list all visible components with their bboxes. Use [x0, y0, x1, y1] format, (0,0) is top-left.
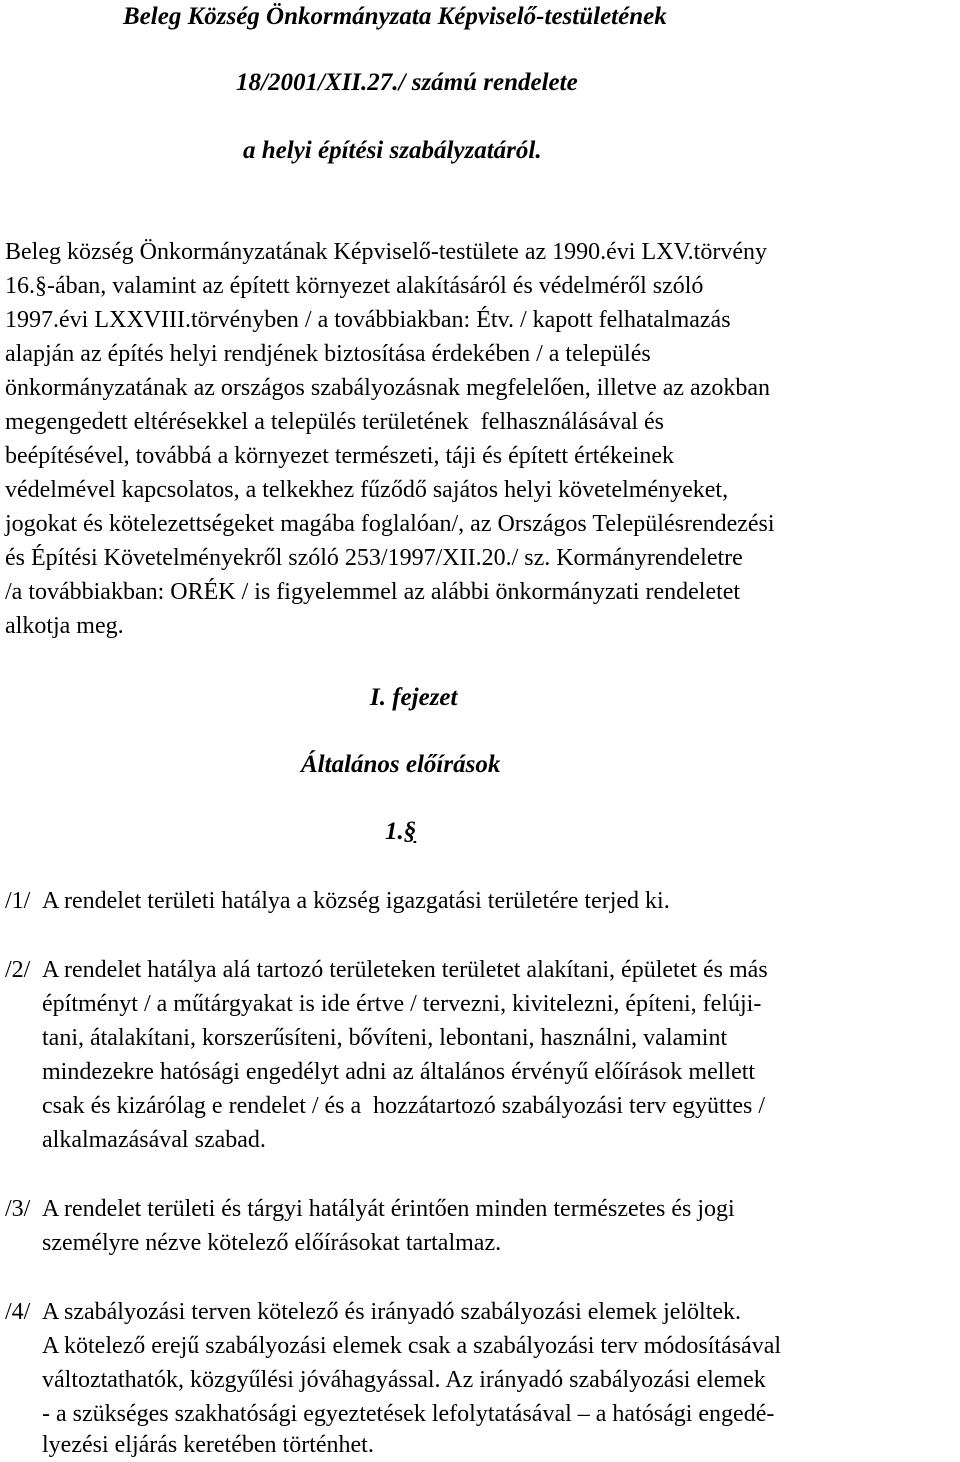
- preamble-line: és Építési Követelményekről szóló 253/1997/XII.20./ sz. Kormányrendeletre: [5, 545, 743, 571]
- chapter-title: Általános előírások: [301, 751, 501, 778]
- paragraph-line: - a szükséges szakhatósági egyeztetések lefolytatásával – a hatósági engedé-: [42, 1401, 775, 1427]
- preamble-line: alkotja meg.: [5, 613, 124, 639]
- paragraph-line: változtathatók, közgyűlési jóváhagyással. Az irányadó szabályozási elemek: [42, 1367, 766, 1393]
- preamble-line: Beleg község Önkormányzatának Képviselő-testülete az 1990.évi LXV.törvény: [5, 239, 767, 265]
- paragraph-line: mindezekre hatósági engedélyt adni az általános érvényű előírások mellett: [42, 1059, 756, 1085]
- preamble-line: alapján az építés helyi rendjének biztosítása érdekében / a település: [5, 341, 651, 367]
- preamble-line: önkormányzatának az országos szabályozásnak megfelelően, illetve az azokban: [5, 375, 770, 401]
- section-sign: §: [403, 818, 417, 845]
- paragraph-line: A szabályozási terven kötelező és irányadó szabályozási elemek jelöltek.: [42, 1299, 742, 1325]
- paragraph-line: tani, átalakítani, korszerűsíteni, bővíteni, lebontani, használni, valamint: [42, 1025, 728, 1051]
- paragraph-line: alkalmazásával szabad.: [42, 1127, 266, 1153]
- paragraph-line: csak és kizárólag e rendelet / és a hozzátartozó szabályozási terv együttes /: [42, 1093, 765, 1119]
- paragraph-line: építményt / a műtárgyakat is ide értve / tervezni, kivitelezni, építeni, felúji-: [42, 991, 762, 1017]
- paragraph-number: /1/: [5, 888, 31, 914]
- header-title-line2: 18/2001/XII.27./ számú rendelete: [236, 69, 578, 96]
- section-heading: [385, 815, 416, 849]
- paragraph-number: /2/: [5, 957, 31, 983]
- preamble-line: beépítésével, továbbá a környezet természeti, táji és épített értékeinek: [5, 443, 675, 469]
- preamble-line: 16.§-ában, valamint az épített környezet alakításáról és védelméről szóló: [5, 273, 704, 299]
- paragraph-line: A rendelet területi és tárgyi hatályát érintően minden természetes és jogi: [42, 1196, 735, 1222]
- section-number: 1.: [385, 818, 404, 845]
- preamble-line: védelmével kapcsolatos, a telkekhez fűződő sajátos helyi követelményeket,: [5, 477, 729, 503]
- paragraph-number: /3/: [5, 1196, 31, 1222]
- paragraph-line: A rendelet hatálya alá tartozó területeken területet alakítani, épületet és más: [42, 957, 768, 983]
- paragraph-line: lyezési eljárás keretében történhet.: [42, 1432, 374, 1458]
- header-title-line1: Beleg Község Önkormányzata Képviselő-testületének: [123, 3, 667, 30]
- paragraph-line: személyre nézve kötelező előírásokat tartalmaz.: [42, 1230, 502, 1256]
- chapter-number: I. fejezet: [370, 684, 458, 711]
- preamble-line: megengedett eltérésekkel a település területének felhasználásával és: [5, 409, 665, 435]
- preamble-line: 1997.évi LXXVIII.törvényben / a továbbiakban: Étv. / kapott felhatalmazás: [5, 307, 731, 333]
- paragraph-line: A kötelező erejű szabályozási elemek csak a szabályozási terv módosításával: [42, 1333, 782, 1359]
- preamble-line: jogokat és kötelezettségeket magába foglalóan/, az Országos Településrendezési: [5, 511, 775, 537]
- paragraph-number: /4/: [5, 1299, 31, 1325]
- preamble-line: /a továbbiakban: ORÉK / is figyelemmel az alábbi önkormányzati rendeletet: [5, 579, 741, 605]
- header-title-line3: a helyi építési szabályzatáról.: [243, 137, 542, 164]
- paragraph-line: A rendelet területi hatálya a község igazgatási területére terjed ki.: [42, 888, 670, 914]
